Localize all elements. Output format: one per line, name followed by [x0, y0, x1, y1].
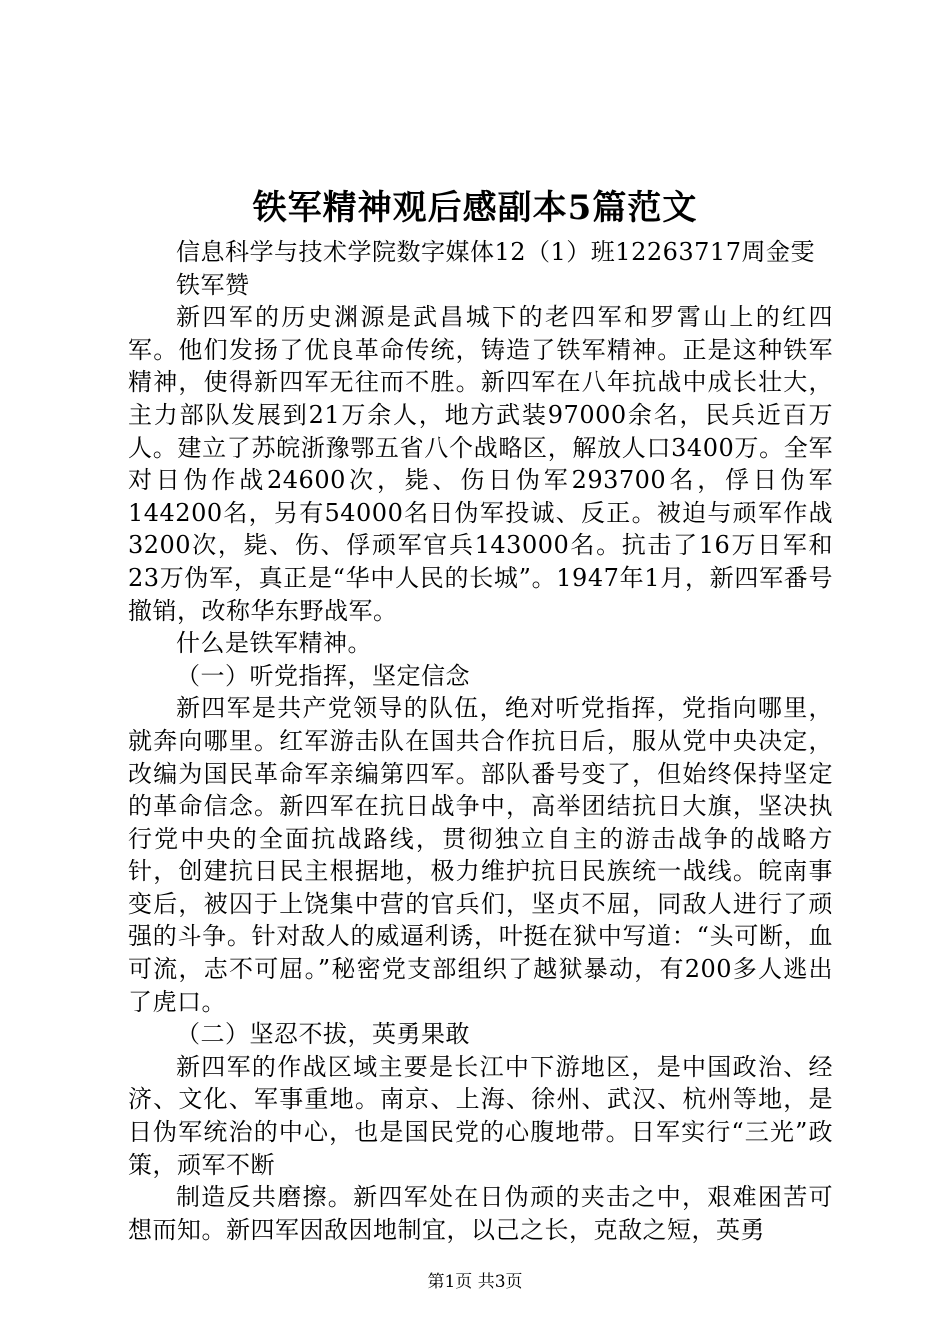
paragraph: 新四军的作战区域主要是长江中下游地区，是中国政治、经济、文化、军事重地。南京、上海、徐州、武汉、杭州等地，是日伪军统治的中心，也是国民党的心腹地带。日军实行“三光”政策，顽军不断 — [128, 1052, 833, 1179]
paragraph: 制造反共磨擦。新四军处在日伪顽的夹击之中，艰难困苦可想而知。新四军因敌因地制宜，以己之长，克敌之短，英勇 — [128, 1183, 833, 1244]
page-footer: 第1页 共3页 — [427, 1272, 523, 1292]
page-title: 铁军精神观后感副本5篇范文 — [252, 188, 698, 228]
section-heading: （二）坚忍不拔，英勇果敢 — [176, 1020, 470, 1049]
author-line: 信息科学与技术学院数字媒体12（1）班12263717周金雯 — [176, 238, 815, 266]
paragraph: 新四军的历史渊源是武昌城下的老四军和罗霄山上的红四军。他们发扬了优良革命传统，铸造了铁军精神。正是这种铁军精神，使得新四军无往而不胜。新四军在八年抗战中成长壮大，主力部队发展到21万余人，地方武装97000余名，民兵近百万人。建立了苏皖浙豫鄂五省八个战略区，解放人口3400万。全军对日伪作战24600次，毙、伤日伪军293700名，俘日伪军144200名，另有54000名日伪军投诚、反正。被迫与顽军作战3200次，毙、伤、俘顽军官兵143000名。抗击了16万日军和23万伪军，真正是“华中人民的长城”。1947年1月，新四军番号撤销，改称华东野战军。 — [128, 303, 833, 625]
paragraph: 新四军是共产党领导的队伍，绝对听党指挥，党指向哪里，就奔向哪里。红军游击队在国共合作抗日后，服从党中央决定，改编为国民革命军亲编第四军。部队番号变了，但始终保持坚定的革命信念。新四军在抗日战争中，高举团结抗日大旗，坚决执行党中央的全面抗战路线，贯彻独立自主的游击战争的战略方针，创建抗日民主根据地，极力维护抗日民族统一战线。皖南事变后，被囚于上饶集中营的官兵们，坚贞不屈，同敌人进行了顽强的斗争。针对敌人的威逼利诱，叶挺在狱中写道：“头可断，血可流，志不可屈。”秘密党支部组织了越狱暴动，有200多人逃出了虎口。 — [128, 694, 833, 1016]
section-heading: （一）听党指挥，坚定信念 — [176, 661, 470, 690]
paragraph: 什么是铁军精神。 — [176, 629, 372, 658]
document-body — [128, 236, 833, 1246]
subtitle: 铁军赞 — [176, 270, 250, 299]
